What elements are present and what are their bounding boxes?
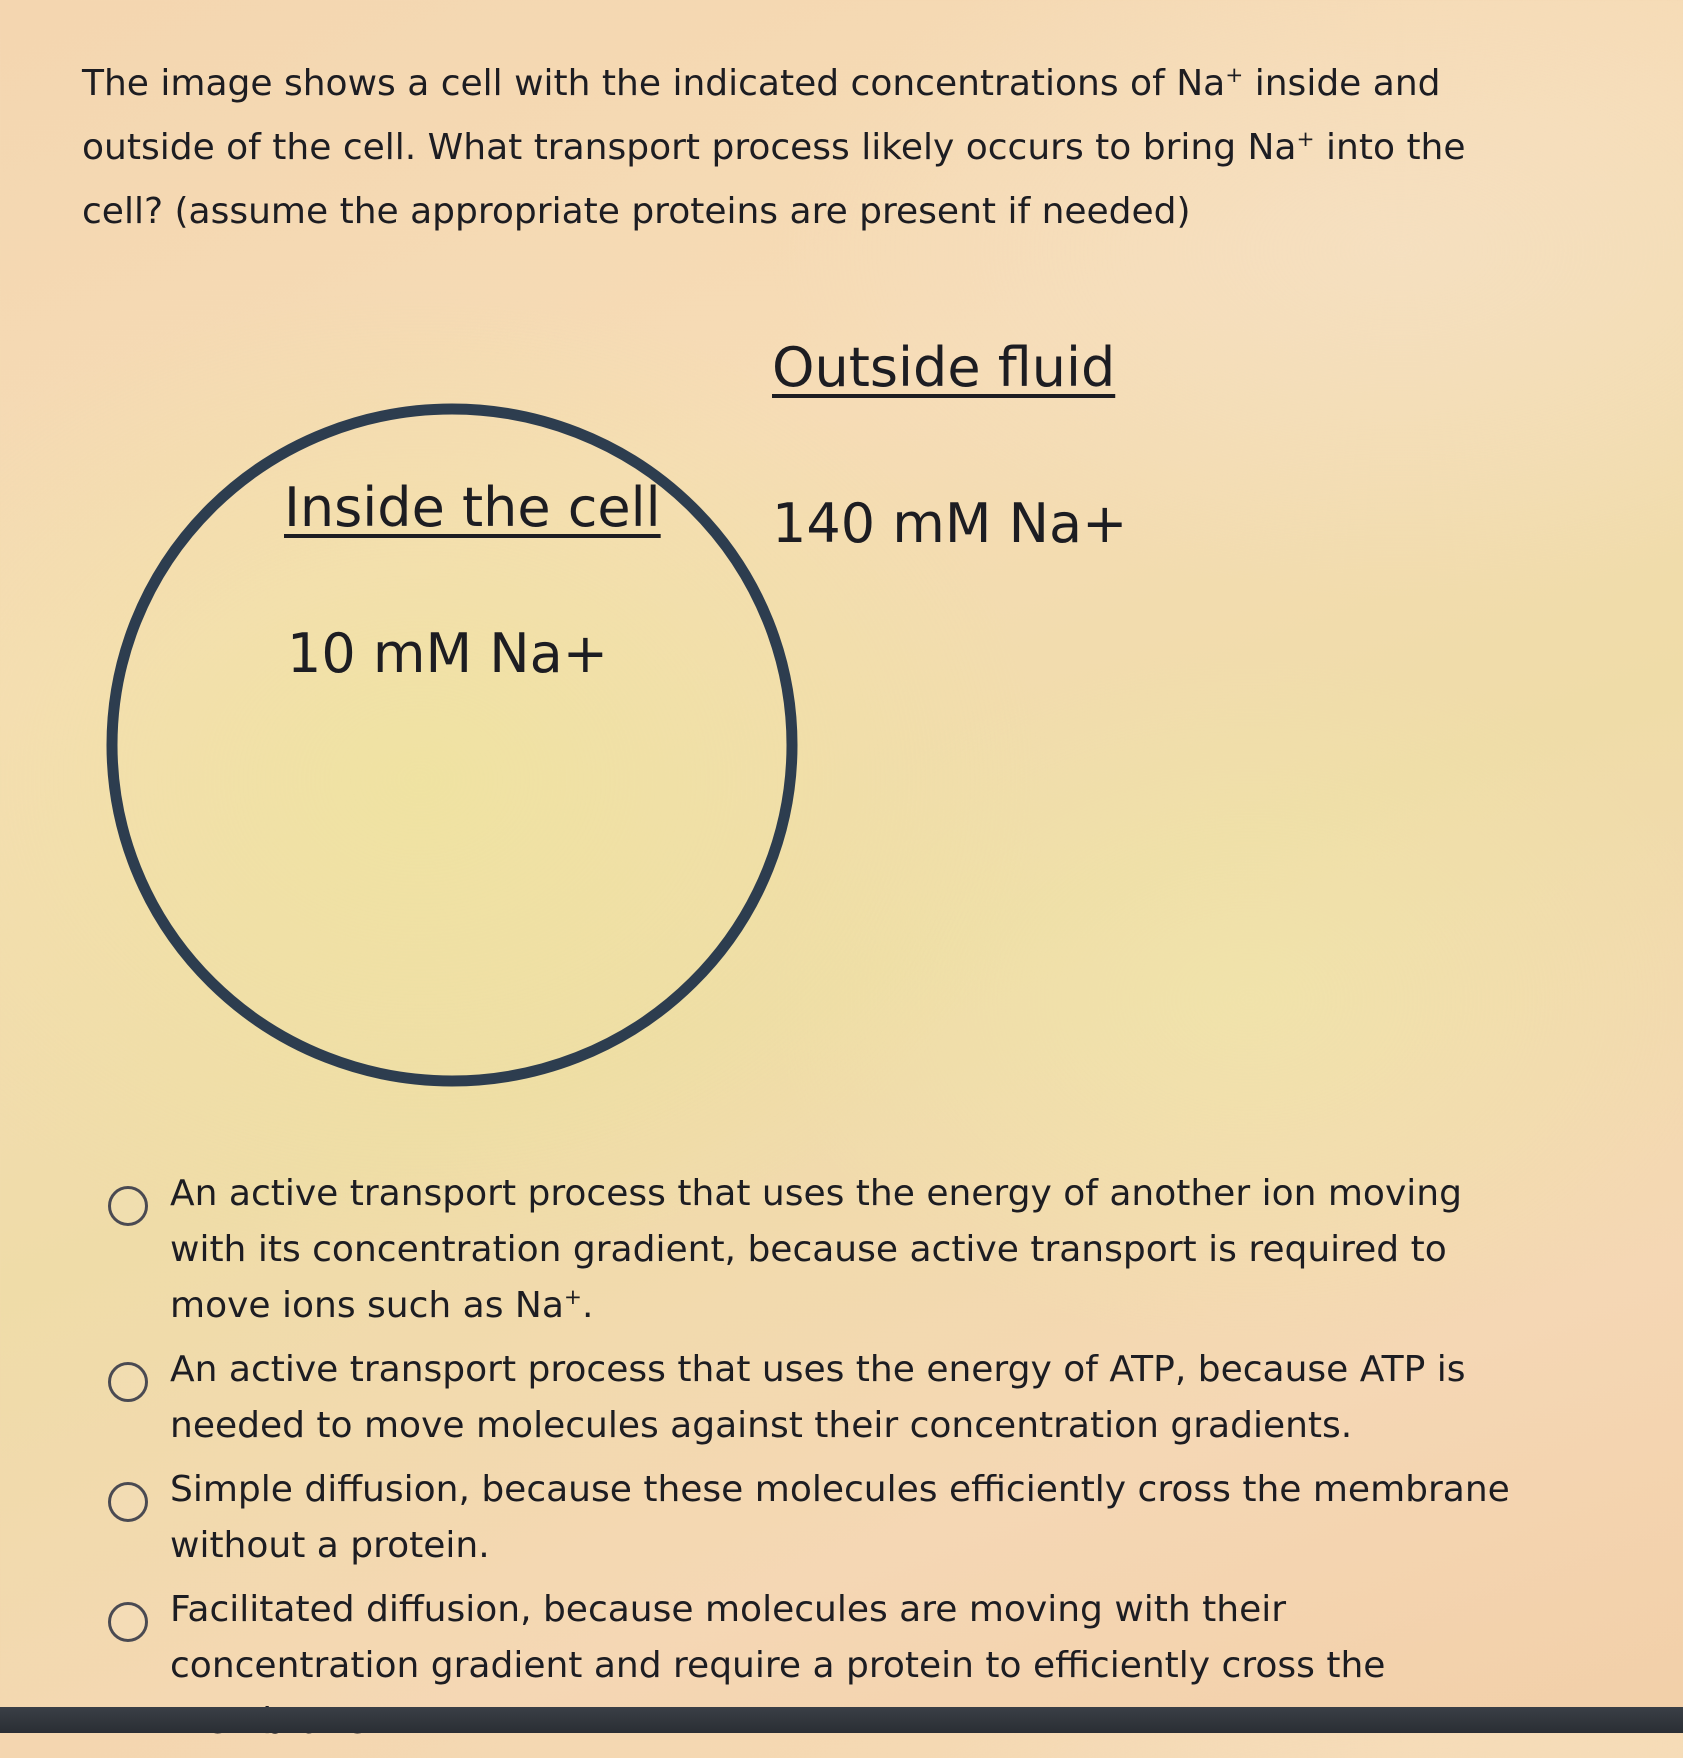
answer-option-3[interactable] (100, 1462, 1520, 1574)
superscript-plus: + (1296, 127, 1315, 152)
question-part-3: into the cell? (assume the appropriate proteins are present if needed) (82, 127, 1466, 232)
option-text: An active transport process that uses the energy of ATP, because ATP is needed to move molecules against their concentration gradients. (170, 1349, 1466, 1446)
option-suffix: . (582, 1285, 594, 1326)
outside-concentration: 140 mM Na+ (772, 492, 1128, 555)
superscript-plus: + (563, 1285, 583, 1310)
option-text: Simple diffusion, because these molecules efficiently cross the membrane without a protein. (170, 1469, 1510, 1566)
option-text: Facilitated diffusion, because molecules are moving with their concentration gradient and require a protein to efficiently cross the (170, 1589, 1386, 1686)
answer-option-1[interactable] (100, 1166, 1520, 1334)
question-text (82, 52, 1522, 244)
radio-button[interactable] (108, 1186, 148, 1226)
answer-options (100, 1166, 1520, 1758)
inside-concentration: 10 mM Na+ (287, 622, 608, 685)
option-text: An active transport process that uses the energy of another ion moving with its concentration gradient, because active transport is required to move ions such as Na (170, 1173, 1462, 1326)
question-part-1: The image shows a cell with the indicated concentrations of Na (82, 63, 1226, 104)
answer-option-2[interactable] (100, 1342, 1520, 1454)
question-part-2: inside and outside of the cell. What transport process likely occurs to bring Na (82, 63, 1441, 168)
screen-bezel (0, 1707, 1683, 1733)
radio-button[interactable] (108, 1482, 148, 1522)
radio-button[interactable] (108, 1602, 148, 1642)
inside-cell-label: Inside the cell (284, 476, 661, 539)
superscript-plus: + (1225, 63, 1244, 88)
outside-fluid-label: Outside fluid (772, 336, 1116, 399)
radio-button[interactable] (108, 1362, 148, 1402)
